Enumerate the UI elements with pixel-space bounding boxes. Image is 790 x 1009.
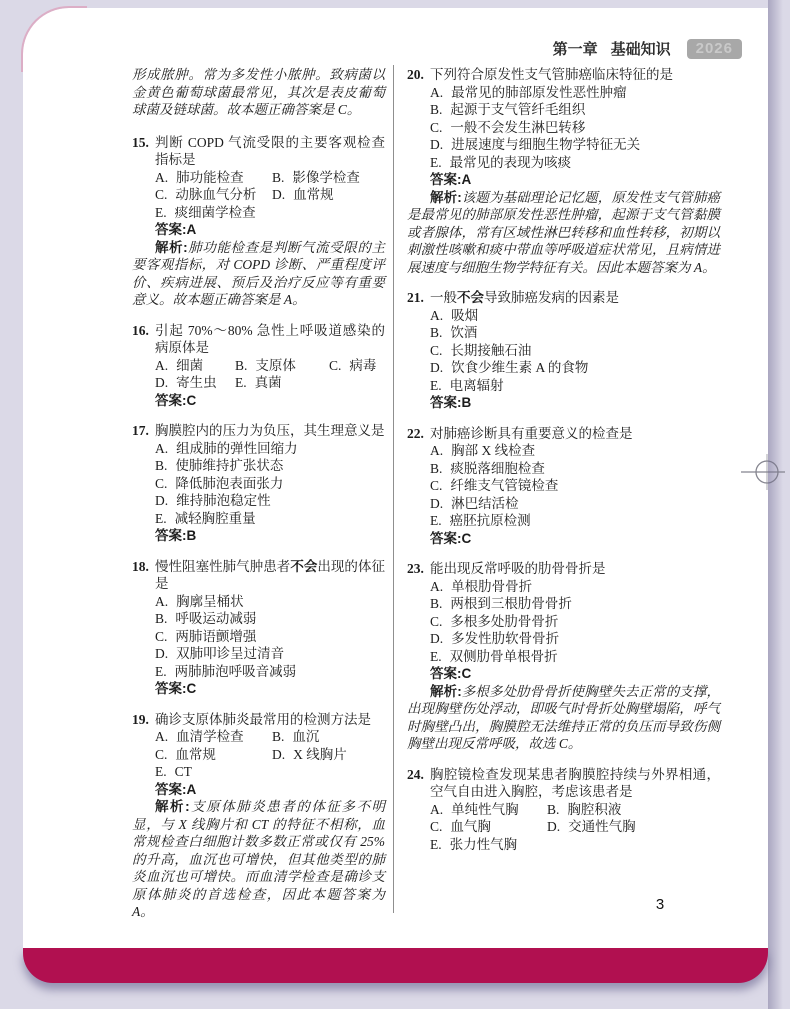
- option: B. 痰脱落细胞检查: [430, 460, 545, 476]
- question-24: [407, 766, 720, 854]
- question-stem: 确诊支原体肺炎最常用的检测方法是: [155, 711, 371, 727]
- option: B. 支原体: [235, 357, 296, 373]
- option: A. 肺功能检查: [155, 169, 244, 185]
- option: B. 胸腔积液: [547, 801, 622, 817]
- option: E. 电离辐射: [430, 377, 504, 393]
- option: C. 多根多处肋骨骨折: [430, 613, 559, 629]
- question-stem: 能出现反常呼吸的肋骨骨折是: [430, 561, 606, 576]
- option: D. 寄生虫: [155, 375, 217, 390]
- question-stem: 判断 COPD 气流受限的主要客观检查指标是: [155, 134, 385, 167]
- question-number: 20.: [407, 67, 424, 82]
- option: A. 组成肺的弹性回缩力: [155, 440, 298, 456]
- option: B. 呼吸运动减弱: [155, 611, 257, 626]
- page-surface: [23, 8, 768, 948]
- option: A. 胸部 X 线检查: [430, 443, 536, 458]
- option: D. 交通性气胸: [547, 819, 636, 834]
- answer-line: 答案: A: [430, 172, 472, 187]
- column-divider: [393, 65, 394, 913]
- answer-line: 答案: A: [155, 222, 197, 237]
- chapter-title: 第一章: [552, 41, 598, 58]
- question-number: 19.: [132, 711, 149, 727]
- question-stem: 慢性阻塞性肺气肿患者不会出现的体征是: [155, 558, 385, 591]
- option: C. 纤维支气管镜检查: [430, 478, 559, 493]
- option: E. 双侧肋骨单根骨折: [430, 648, 558, 664]
- option: A. 最常见的肺部原发性恶性肿瘤: [430, 84, 627, 100]
- corner-trim-decoration: [21, 6, 87, 72]
- option: D. 双肺叩诊呈过清音: [155, 646, 285, 661]
- page-edge-shadow: [768, 0, 783, 1009]
- option: E. 癌胚抗原检测: [430, 513, 531, 528]
- left-column: [132, 66, 385, 934]
- question-stem: 对肺癌诊断具有重要意义的检查是: [430, 425, 633, 441]
- answer-line: 答案: B: [430, 395, 472, 410]
- option: B. 两根到三根肋骨骨折: [430, 596, 572, 611]
- option: E. 两肺肺泡呼吸音减弱: [155, 663, 297, 679]
- option: A. 吸烟: [430, 307, 479, 323]
- question-number: 24.: [407, 766, 424, 782]
- option: C. 病毒: [329, 357, 377, 373]
- answer-line: 答案: C: [155, 392, 197, 408]
- option: C. 一般不会发生淋巴转移: [430, 119, 586, 135]
- section-title: 基础知识: [610, 41, 671, 58]
- option: A. 单根肋骨骨折: [430, 578, 533, 594]
- question-number: 23.: [407, 561, 424, 576]
- option: B. 饮酒: [430, 325, 478, 340]
- option: A. 单纯性气胸: [430, 801, 519, 817]
- option: D. 维持肺泡稳定性: [155, 493, 271, 508]
- question-17: [132, 422, 385, 545]
- option: D. 多发性肋软骨骨折: [430, 631, 560, 646]
- option: D. 淋巴结活检: [430, 495, 519, 511]
- option: E. 张力性气胸: [430, 836, 518, 852]
- option: C. 动脉血气分析: [155, 187, 257, 202]
- question-19: [132, 711, 385, 921]
- option: E. 真菌: [235, 375, 282, 390]
- answer-line: 答案: A: [155, 781, 197, 797]
- option: E. 痰细菌学检查: [155, 204, 256, 220]
- answer-line: 答案: C: [430, 666, 472, 681]
- question-number: 16.: [132, 322, 149, 338]
- question-22: [407, 425, 720, 548]
- question-16: [132, 322, 385, 410]
- option: C. 长期接触石油: [430, 342, 532, 358]
- analysis-paragraph: 解析:多根多处肋骨骨折使胸壁失去正常的支撑，出现胸壁伤处浮动，即吸气时骨折处胸壁塌陷，呼气时胸壁凸出，胸膜腔无法维持正常的负压而导致伤侧胸壁出现反常呼吸，故选 C。: [407, 683, 720, 751]
- question-number: 22.: [407, 425, 424, 441]
- option: B. 血沉: [272, 729, 320, 744]
- option: C. 两肺语颤增强: [155, 628, 257, 644]
- right-column: [407, 66, 720, 866]
- page-number: 3: [655, 896, 665, 913]
- question-stem: 一般不会导致肺癌发病的因素是: [430, 290, 619, 305]
- question-stem: 胸膜腔内的压力为负压，其生理意义是: [155, 423, 385, 438]
- option: C. 血气胸: [430, 819, 491, 834]
- option: A. 血清学检查: [155, 729, 244, 744]
- answer-line: 答案: C: [155, 681, 197, 696]
- question-number: 18.: [132, 558, 149, 574]
- option: C. 降低肺泡表面张力: [155, 475, 284, 491]
- question-number: 21.: [407, 290, 424, 305]
- option: B. 起源于支气管纤毛组织: [430, 102, 586, 117]
- footer-accent-bar: [23, 948, 768, 983]
- option: E. CT: [155, 764, 192, 779]
- option: D. 血常规: [272, 187, 334, 202]
- question-number: 15.: [132, 134, 149, 150]
- option: D. 进展速度与细胞生物学特征无关: [430, 137, 641, 152]
- question-21: [407, 289, 720, 412]
- option: E. 最常见的表现为咳痰: [430, 154, 572, 170]
- answer-line: 答案: B: [155, 528, 197, 543]
- page-header: [553, 38, 742, 59]
- question-stem: 胸腔镜检查发现某患者胸膜腔持续与外界相通，空气自由进入胸腔，考虑该患者是: [430, 766, 720, 799]
- answer-line: 答案: C: [430, 530, 472, 546]
- book-sheet: [23, 8, 768, 983]
- analysis-paragraph: 解析:该题为基础理论记忆题，原发性支气管肺癌是最常见的肺部原发性恶性肿瘤，起源于支气管黏膜或者腺体，常有区域性淋巴转移和血性转移，初期以刺激性咳嗽和痰中带血等呼吸道症状常见，且病情进展速度与细胞生物学特征有关。因此本题答案为 A。: [407, 189, 720, 275]
- continuation-paragraph: 形成脓肿。常为多发性小脓肿。致病菌以金黄色葡萄球菌最常见，其次是表皮葡萄球菌及链球菌。故本题正确答案是 C。: [132, 67, 385, 117]
- option: A. 胸廓呈桶状: [155, 593, 244, 609]
- question-stem: 引起 70%～80% 急性上呼吸道感染的病原体是: [155, 322, 385, 355]
- question-18: [132, 558, 385, 698]
- option: B. 影像学检查: [272, 169, 360, 185]
- question-number: 17.: [132, 423, 149, 438]
- year-badge: 2026: [687, 39, 742, 59]
- analysis-paragraph: 解析:肺功能检查是判断气流受限的主要客观指标，对 COPD 诊断、严重程度评价、疾病进展、预后及治疗反应等有重要意义。故本题正确答案是 A。: [132, 239, 385, 307]
- question-15: [132, 134, 385, 309]
- analysis-paragraph: 解析:支原体肺炎患者的体征多不明显，与 X 线胸片和 CT 的特征不相称，血常规检查白细胞计数多数正常或仅有 25% 的升高，血沉也可增快，但其他类型的肺炎血沉也可增快。而血清学检查是确诊支原体肺炎的首选检查，因此本题答案为 A。: [132, 799, 385, 919]
- option: C. 血常规: [155, 746, 216, 762]
- option: B. 使肺维持扩张状态: [155, 458, 284, 473]
- option: D. X 线胸片: [272, 746, 347, 762]
- question-23: [407, 560, 720, 753]
- option: D. 饮食少维生素 A 的食物: [430, 360, 589, 375]
- question-20: [407, 66, 720, 276]
- option: A. 细菌: [155, 357, 204, 373]
- option: E. 减轻胸腔重量: [155, 510, 256, 526]
- question-stem: 下列符合原发性支气管肺癌临床特征的是: [430, 67, 673, 82]
